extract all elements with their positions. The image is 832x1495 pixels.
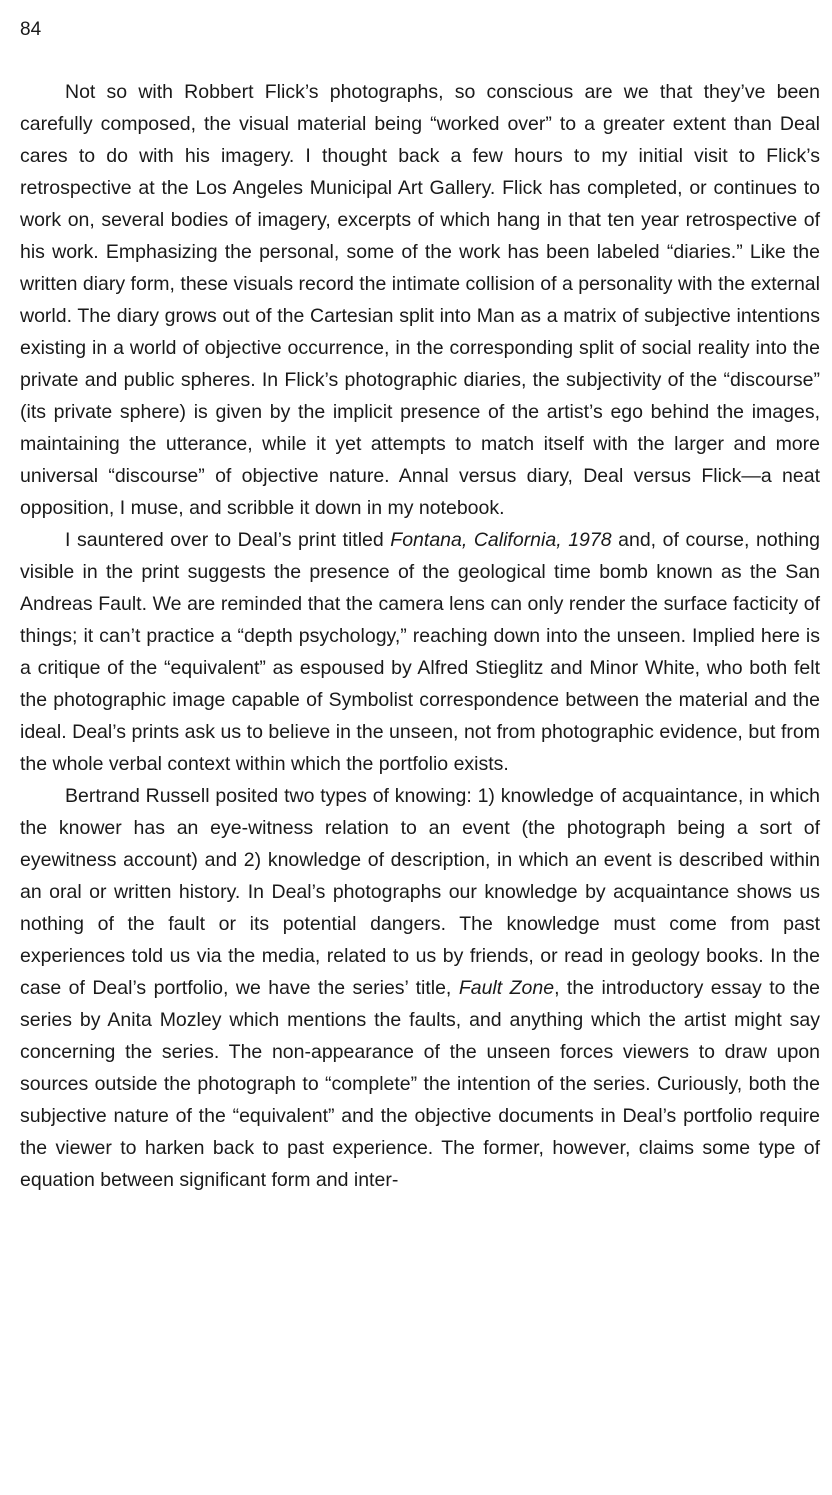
paragraph-fontana-print: [20, 524, 820, 780]
paragraph-text: , the introductory essay to the series by Anita Mozley which mentions the faults, and anything which the artist might say concerning the series. The non-appearance of the unseen forces viewers to draw upon sources outside the photograph to “complete” the intention of the series. Curiously, both the subjective nature of the “equivalent” and the objective documents in Deal’s portfolio require the viewer to harken back to past experience. The former, however, claims some type of equation between significant form and inter-: [20, 977, 821, 1191]
paragraph-text: Bertrand Russell posited two types of knowing: 1) knowledge of acquaintance, in which the knower has an eye-witness relation to an event (the photograph being a sort of eyewitness account) and 2) knowledge of description, in which an event is described within an oral or written history. In Deal’s photographs our knowledge by acquaintance shows us nothing of the fault or its potential dangers. The knowledge must come from past experiences told us via the media, related to us by friends, or read in geology books. In the case of Deal’s portfolio, we have the series’ title,: [20, 785, 820, 999]
italic-print-title: Fontana, California, 1978: [390, 529, 612, 551]
paragraph-text: and, of course, nothing visible in the print suggests the presence of the geological time bomb known as the San Andreas Fault. We are reminded that the camera lens can only render the surface facticity of things; it can’t practice a “depth psychology,” reaching down into the unseen. Implied here is a critique of the “equivalent” as espoused by Alfred Stieglitz and Minor White, who both felt the photographic image capable of Symbolist correspondence between the material and the ideal. Deal’s prints ask us to believe in the unseen, not from photographic evidence, but from the whole verbal context within which the portfolio exists.: [20, 529, 820, 775]
paragraph-text: I sauntered over to Deal’s print titled: [65, 529, 391, 551]
page-number: 84: [20, 19, 42, 40]
paragraph-russell-knowing: [20, 780, 820, 1196]
italic-series-title: Fault Zone: [458, 977, 555, 999]
paragraph-flick-diaries: Not so with Robbert Flick’s photographs, so conscious are we that they’ve been carefully composed, the visual material being “worked over” to a greater extent than Deal cares to do with his imagery. I thought back a few hours to my initial visit to Flick’s retrospective at the Los Angeles Municipal Art Gallery. Flick has completed, or continues to work on, several bodies of imagery, excerpts of which hang in that ten year retrospective of his work. Emphasizing the personal, some of the work has been labeled “diaries.” Like the written diary form, these visuals record the intimate collision of a personality with the external world. The diary grows out of the Cartesian split into Man as a matrix of subjective intentions existing in a world of objective occurrence, in the corresponding split of social reality into the private and public spheres. In Flick’s photographic diaries, the subjectivity of the “discourse” (its private sphere) is given by the implicit presence of the artist’s ego behind the images, maintaining the utterance, while it yet attempts to match itself with the larger and more universal “discourse” of objective nature. Annal versus diary, Deal versus Flick—a neat opposition, I muse, and scribble it down in my notebook.: [20, 81, 820, 519]
body-text: [20, 76, 820, 1196]
